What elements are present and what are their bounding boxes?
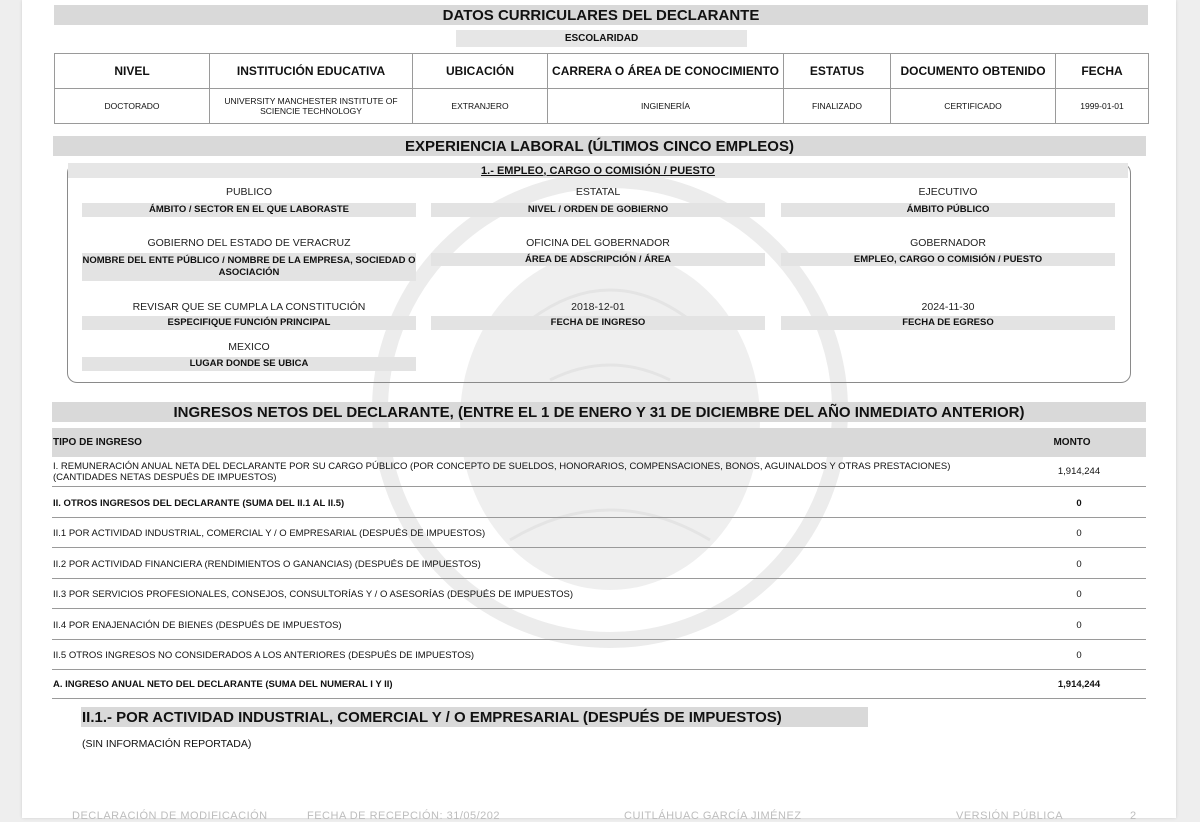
income-header-amount: MONTO <box>1053 437 1091 448</box>
income-row-amount: 0 <box>1076 620 1082 631</box>
sector-label: ÁMBITO / SECTOR EN EL QUE LABORASTE <box>82 203 416 217</box>
level-value: ESTATAL <box>575 186 621 198</box>
header-fecha: FECHA <box>1056 54 1149 89</box>
footer-name: CUITLÁHUAC GARCÍA JIMÉNEZ <box>624 810 802 822</box>
footer-page-number: 2 <box>1130 810 1137 822</box>
education-table <box>54 53 1149 124</box>
footer-reception: FECHA DE RECEPCIÓN: 31/05/202 <box>307 810 501 822</box>
footer-version: VERSIÓN PÚBLICA <box>956 810 1064 822</box>
location-label: LUGAR DONDE SE UBICA <box>82 357 416 371</box>
income-row-label: II.4 POR ENAJENACIÓN DE BIENES (DESPUÉS DE IMPUESTOS) <box>53 620 342 631</box>
education-header-row <box>55 54 1149 89</box>
header-documento: DOCUMENTO OBTENIDO <box>891 54 1056 89</box>
income-row-amount: 1,914,244 <box>1057 679 1101 690</box>
income-row-label: A. INGRESO ANUAL NETO DEL DECLARANTE (SUMA DEL NUMERAL I Y II) <box>53 679 393 690</box>
entity-value: GOBIERNO DEL ESTADO DE VERACRUZ <box>147 237 351 249</box>
industrial-note: (SIN INFORMACIÓN REPORTADA) <box>82 738 252 750</box>
position-value: GOBERNADOR <box>910 237 986 249</box>
income-row-amount: 0 <box>1076 528 1082 539</box>
cell-documento: CERTIFICADO <box>891 89 1056 124</box>
income-row <box>52 640 1146 670</box>
cell-estatus: FINALIZADO <box>784 89 891 124</box>
header-estatus: ESTATUS <box>784 54 891 89</box>
footer-declaration: DECLARACIÓN DE MODIFICACIÓN <box>72 810 268 822</box>
end-date-value: 2024-11-30 <box>921 301 975 313</box>
income-header-row <box>52 428 1146 457</box>
header-institucion: INSTITUCIÓN EDUCATIVA <box>210 54 413 89</box>
income-row-amount: 0 <box>1076 559 1082 570</box>
scope-label: ÁMBITO PÚBLICO <box>781 203 1115 217</box>
header-ubicacion: UBICACIÓN <box>413 54 548 89</box>
income-row <box>52 457 1146 487</box>
location-value: MEXICO <box>228 341 270 353</box>
function-value: REVISAR QUE SE CUMPLA LA CONSTITUCIÓN <box>132 301 366 313</box>
start-date-value: 2018-12-01 <box>571 301 625 313</box>
income-row-label: II.3 POR SERVICIOS PROFESIONALES, CONSEJOS, CONSULTORÍAS Y / O ASESORÍAS (DESPUÉS DE IMPUESTOS) <box>53 589 573 600</box>
income-row <box>52 487 1146 518</box>
income-row-amount: 0 <box>1076 650 1082 661</box>
scope-value: EJECUTIVO <box>918 186 978 198</box>
income-row <box>52 579 1146 609</box>
cell-ubicacion: EXTRANJERO <box>413 89 548 124</box>
income-row-label: II.5 OTROS INGRESOS NO CONSIDERADOS A LOS ANTERIORES (DESPUÉS DE IMPUESTOS) <box>53 650 475 661</box>
cell-fecha: 1999-01-01 <box>1056 89 1149 124</box>
cell-institucion: UNIVERSITY MANCHESTER INSTITUTE OF SCIENCIE TECHNOLOGY <box>210 89 413 124</box>
income-title: INGRESOS NETOS DEL DECLARANTE, (ENTRE EL 1 DE ENERO Y 31 DE DICIEMBRE DEL AÑO INMEDIATO ANTERIOR) <box>52 402 1146 422</box>
income-total-row <box>52 670 1146 699</box>
cell-nivel: DOCTORADO <box>55 89 210 124</box>
experience-title: EXPERIENCIA LABORAL (ÚLTIMOS CINCO EMPLEOS) <box>53 136 1146 156</box>
industrial-title: II.1.- POR ACTIVIDAD INDUSTRIAL, COMERCIAL Y / O EMPRESARIAL (DESPUÉS DE IMPUESTOS) <box>81 707 868 727</box>
area-value: OFICINA DEL GOBERNADOR <box>526 237 670 249</box>
education-subtitle: ESCOLARIDAD <box>456 30 747 47</box>
position-label: EMPLEO, CARGO O COMISIÓN / PUESTO <box>781 253 1115 266</box>
income-row <box>52 548 1146 579</box>
header-nivel: NIVEL <box>55 54 210 89</box>
area-label: ÁREA DE ADSCRIPCIÓN / ÁREA <box>431 253 765 266</box>
income-row-label: II. OTROS INGRESOS DEL DECLARANTE (SUMA DEL II.1 AL II.5) <box>53 498 345 509</box>
income-row-amount: 0 <box>1076 498 1082 509</box>
curricular-title: DATOS CURRICULARES DEL DECLARANTE <box>54 5 1148 25</box>
header-carrera: CARRERA O ÁREA DE CONOCIMIENTO <box>548 54 784 89</box>
income-row-amount: 0 <box>1076 589 1082 600</box>
education-row <box>55 89 1149 124</box>
cell-carrera: INGIENERÍA <box>548 89 784 124</box>
function-label: ESPECIFIQUE FUNCIÓN PRINCIPAL <box>82 316 416 330</box>
income-row-label: I. REMUNERACIÓN ANUAL NETA DEL DECLARANTE POR SU CARGO PÚBLICO (POR CONCEPTO DE SUELDOS, HONORARIOS, COMPENSACIONES, BONOS, AGUINALDOS Y OTRAS PRESTACIONES) (CANTIDADES NETAS DESPUÉS DE IMPUESTOS) <box>53 461 951 483</box>
job-title: 1.- EMPLEO, CARGO O COMISIÓN / PUESTO <box>68 163 1128 178</box>
level-label: NIVEL / ORDEN DE GOBIERNO <box>431 203 765 217</box>
income-row-label: II.2 POR ACTIVIDAD FINANCIERA (RENDIMIENTOS O GANANCIAS) (DESPUÉS DE IMPUESTOS) <box>53 559 481 570</box>
end-date-label: FECHA DE EGRESO <box>781 316 1115 330</box>
income-row-label: II.1 POR ACTIVIDAD INDUSTRIAL, COMERCIAL Y / O EMPRESARIAL (DESPUÉS DE IMPUESTOS) <box>53 528 486 539</box>
income-header-type: TIPO DE INGRESO <box>53 437 142 448</box>
sector-value: PUBLICO <box>225 186 273 198</box>
income-row <box>52 609 1146 640</box>
income-row-amount: 1,914,244 <box>1057 466 1101 477</box>
income-row <box>52 518 1146 548</box>
entity-label: NOMBRE DEL ENTE PÚBLICO / NOMBRE DE LA EMPRESA, SOCIEDAD O ASOCIACIÓN <box>82 253 416 281</box>
start-date-label: FECHA DE INGRESO <box>431 316 765 330</box>
